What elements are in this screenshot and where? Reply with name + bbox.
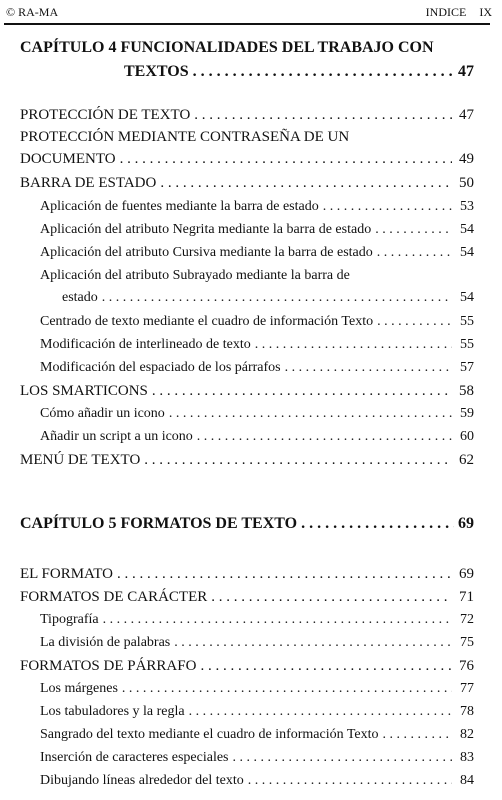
toc-entry-label: Aplicación de fuentes mediante la barra de estado	[40, 199, 319, 214]
toc-entry-label: Tipografía	[40, 612, 99, 627]
leader-dots	[117, 563, 452, 585]
toc-entry[interactable]	[20, 586, 474, 608]
toc-subentry[interactable]	[40, 196, 474, 218]
toc-entry-label: BARRA DE ESTADO	[20, 175, 157, 191]
toc-entry-page: 57	[460, 360, 474, 375]
toc-entry-page: 75	[460, 635, 474, 650]
toc-entry-label-line2: DOCUMENTO	[20, 151, 116, 167]
chapter-4-page: 47	[458, 63, 474, 80]
leader-dots	[285, 357, 452, 379]
toc-subentry[interactable]	[40, 311, 474, 333]
leader-dots	[377, 311, 452, 333]
toc-entry-label: Modificación de interlineado de texto	[40, 337, 251, 352]
leader-dots	[169, 403, 452, 425]
toc-entry-label: Dibujando líneas alrededor del texto	[40, 773, 244, 788]
toc-subentry[interactable]	[40, 632, 474, 654]
toc-entry-label: Aplicación del atributo Cursiva mediante la barra de estado	[40, 245, 373, 260]
toc-subentry[interactable]	[40, 678, 474, 700]
toc-entry-page: 83	[460, 750, 474, 765]
toc-entry-label-line1: PROTECCIÓN MEDIANTE CONTRASEÑA DE UN	[20, 129, 350, 145]
leader-dots	[102, 287, 452, 309]
leader-dots	[189, 701, 452, 723]
header-rule	[4, 23, 490, 25]
leader-dots	[122, 678, 452, 700]
leader-dots	[323, 196, 452, 218]
toc-entry-page: 54	[460, 290, 474, 305]
toc-entry-label: FORMATOS DE PÁRRAFO	[20, 658, 197, 674]
toc-entry[interactable]	[20, 126, 474, 170]
leader-dots	[200, 655, 452, 677]
toc-entry-page: 54	[460, 245, 474, 260]
toc-subentry[interactable]	[40, 219, 474, 241]
toc-entry-page: 60	[460, 429, 474, 444]
toc-entry-page: 72	[460, 612, 474, 627]
toc-entry-label: Añadir un script a un icono	[40, 429, 193, 444]
toc-subentry[interactable]	[40, 242, 474, 264]
publisher-label: © RA-MA	[6, 4, 59, 19]
toc-subentry[interactable]	[40, 724, 474, 746]
chapter-4-title-line2	[20, 60, 474, 84]
toc-subentry[interactable]	[40, 609, 474, 631]
toc-entry-page: 50	[459, 175, 474, 191]
toc-entry-label: Sangrado del texto mediante el cuadro de información Texto	[40, 727, 379, 742]
leader-dots	[194, 104, 452, 126]
toc-entry-label: Los tabuladores y la regla	[40, 704, 185, 719]
leader-dots	[197, 426, 452, 448]
toc-entry[interactable]	[20, 380, 474, 402]
toc-entry-page: 49	[459, 151, 474, 167]
chapter-5-title-text: CAPÍTULO 5 FORMATOS DE TEXTO	[20, 515, 298, 532]
leader-dots	[377, 242, 452, 264]
leader-dots	[211, 586, 452, 608]
toc-entry-label: MENÚ DE TEXTO	[20, 452, 141, 468]
leader-dots	[301, 512, 454, 536]
leader-dots	[375, 219, 452, 241]
section-label: INDICE	[425, 4, 467, 19]
leader-dots	[248, 770, 452, 792]
toc-subentry[interactable]	[40, 334, 474, 356]
toc-entry-page: 78	[460, 704, 474, 719]
toc-entry-label: EL FORMATO	[20, 566, 113, 582]
toc-entry-label-line2: estado	[62, 290, 98, 305]
toc-entry-label: Centrado de texto mediante el cuadro de información Texto	[40, 314, 374, 329]
leader-dots	[120, 148, 452, 170]
toc-entry-label: Inserción de caracteres especiales	[40, 750, 229, 765]
toc-entry-label: FORMATOS DE CARÁCTER	[20, 589, 208, 605]
toc-entry-page: 82	[460, 727, 474, 742]
toc-entry-label: Cómo añadir un icono	[40, 406, 165, 421]
toc-entry-page: 76	[459, 658, 474, 674]
toc-entry[interactable]	[20, 449, 474, 471]
chapter-4-heading	[20, 36, 474, 84]
page-number-roman: IX	[479, 4, 492, 19]
header-right	[426, 5, 492, 20]
chapter-4-title-line1: CAPÍTULO 4 FUNCIONALIDADES DEL TRABAJO CON	[20, 39, 434, 56]
toc-entry[interactable]	[20, 655, 474, 677]
toc-entry[interactable]	[20, 172, 474, 194]
toc-entry-label: Modificación del espaciado de los párrafos	[40, 360, 281, 375]
toc-entry-page: 58	[459, 383, 474, 399]
toc-subentry[interactable]	[40, 701, 474, 723]
toc-entry-label: Aplicación del atributo Negrita mediante la barra de estado	[40, 222, 372, 237]
leader-dots	[152, 380, 452, 402]
toc-entry[interactable]	[20, 563, 474, 585]
toc-entry-page: 55	[460, 314, 474, 329]
toc-entry-label-line1: Aplicación del atributo Subrayado mediante la barra de	[40, 268, 350, 283]
toc-entry-label: LOS SMARTICONS	[20, 383, 148, 399]
toc-subentry[interactable]	[40, 403, 474, 425]
toc-subentry[interactable]	[40, 265, 474, 309]
toc-entry-page: 71	[459, 589, 474, 605]
chapter-5-page: 69	[458, 515, 474, 532]
toc-entry-page: 59	[460, 406, 474, 421]
chapter-4-title-text: TEXTOS	[124, 63, 189, 80]
toc-entry-page: 77	[460, 681, 474, 696]
toc-entry-page: 62	[459, 452, 474, 468]
toc-entry-page: 69	[459, 566, 474, 582]
toc-entry-label: Los márgenes	[40, 681, 118, 696]
leader-dots	[193, 60, 454, 84]
toc-entry[interactable]	[20, 104, 474, 126]
toc-entry-page: 53	[460, 199, 474, 214]
page-header	[6, 4, 492, 20]
chapter-5-heading	[20, 512, 474, 536]
leader-dots	[233, 747, 453, 769]
toc-subentry[interactable]	[40, 357, 474, 379]
toc-entry-label: La división de palabras	[40, 635, 171, 650]
toc-entry-page: 84	[460, 773, 474, 788]
toc-subentry[interactable]	[40, 426, 474, 448]
toc-entry-page: 47	[459, 107, 474, 123]
leader-dots	[103, 609, 452, 631]
toc-subentry[interactable]	[40, 747, 474, 769]
toc-entry-page: 55	[460, 337, 474, 352]
leader-dots	[383, 724, 452, 746]
leader-dots	[144, 449, 452, 471]
leader-dots	[255, 334, 452, 356]
toc-subentry[interactable]	[40, 770, 474, 792]
toc-entry-page: 54	[460, 222, 474, 237]
leader-dots	[160, 172, 452, 194]
toc-entry-label: PROTECCIÓN DE TEXTO	[20, 107, 191, 123]
leader-dots	[174, 632, 452, 654]
